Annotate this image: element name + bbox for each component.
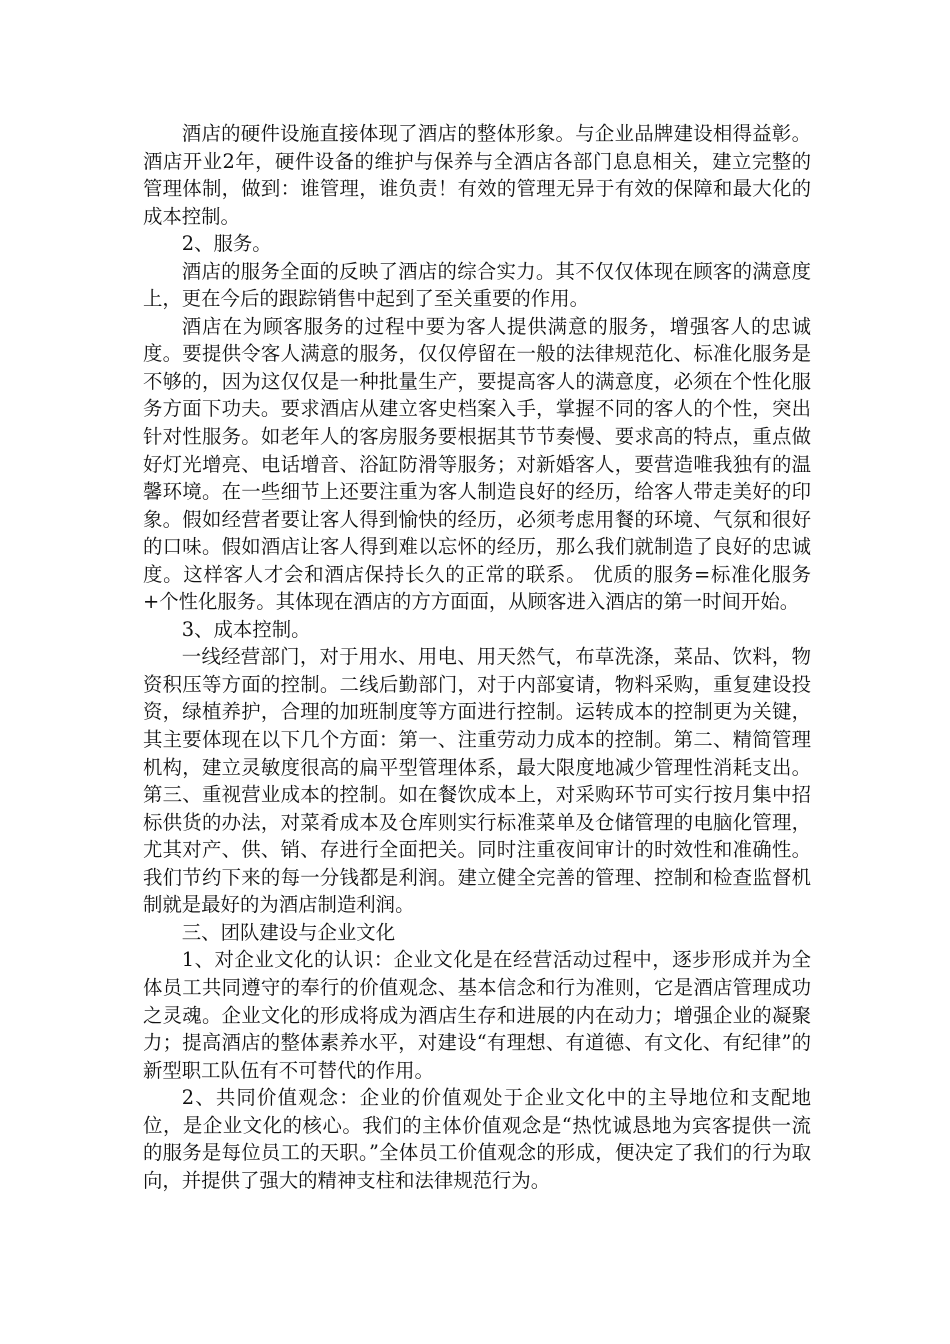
paragraph-shared-values: 2、共同价值观念：企业的价值观处于企业文化中的主导地位和支配地位，是企业文化的核心。我们的主体价值观念是“热忱诚恳地为宾客提供一流的服务是每位员工的天职。”全体员工价值观念的形成，便决定了我们的行为取向，并提供了强大的精神支柱和法律规范行为。 (143, 1086, 811, 1192)
paragraph-culture-understanding: 1、对企业文化的认识：企业文化是在经营活动过程中，逐步形成并为全体员工共同遵守的奉行的价值观念、基本信念和行为准则，它是酒店管理成功之灵魂。企业文化的形成将成为酒店生存和进展的内在动力；增强企业的凝聚力；提高酒店的整体素养水平，对建设“有理想、有道德、有文化、有纪律”的新型职工队伍有不可替代的作用。 (143, 948, 811, 1082)
document-body (143, 120, 811, 1194)
heading-team-culture: 三、团队建设与企业文化 (181, 920, 396, 944)
paragraph-service-overview: 酒店的服务全面的反映了酒店的综合实力。其不仅仅体现在顾客的满意度上，更在今后的跟踪销售中起到了至关重要的作用。 (143, 259, 811, 311)
paragraph-hardware: 酒店的硬件设施直接体现了酒店的整体形象。与企业品牌建设相得益彰。酒店开业2年，硬件设备的维护与保养与全酒店各部门息息相关，建立完整的管理体制，做到：谁管理，谁负责！有效的管理无异于有效的保障和最大化的成本控制。 (143, 122, 811, 228)
paragraph-service-detail: 酒店在为顾客服务的过程中要为客人提供满意的服务，增强客人的忠诚度。要提供令客人满意的服务，仅仅停留在一般的法律规范化、标准化服务是不够的，因为这仅仅是一种批量生产，要提高客人的满意度，必须在个性化服务方面下功夫。要求酒店从建立客史档案入手，掌握不同的客人的个性，突出针对性服务。如老年人的客房服务要根据其节节奏慢、要求高的特点，重点做好灯光增亮、电话增音、浴缸防滑等服务；对新婚客人，要营造唯我独有的温馨环境。在一些细节上还要注重为客人制造良好的经历，给客人带走美好的印象。假如经营者要让客人得到愉快的经历，必须考虑用餐的环境、气氛和很好的口味。假如酒店让客人得到难以忘怀的经历，那么我们就制造了良好的忠诚度。这样客人才会和酒店保持长久的正常的联系。 优质的服务=标准化服务+个性化服务。其体现在酒店的方方面面，从顾客进入酒店的第一时间开始。 (143, 314, 811, 614)
heading-cost-control: 3、成本控制。 (181, 617, 311, 641)
heading-service: 2、服务。 (181, 232, 272, 256)
paragraph-cost-control: 一线经营部门，对于用水、用电、用天然气，布草洗涤，菜品、饮料，物资积压等方面的控制。二线后勤部门，对于内部宴请，物料采购，重复建设投资，绿植养护，合理的加班制度等方面进行控制。运转成本的控制更为关键，其主要体现在以下几个方面：第一、注重劳动力成本的控制。第二、精简管理机构，建立灵敏度很高的扁平型管理体系，最大限度地减少管理性消耗支出。第三、重视营业成本的控制。如在餐饮成本上，对采购环节可实行按月集中招标供货的办法，对菜肴成本及仓库则实行标准菜单及仓储管理的电脑化管理，尤其对产、供、销、存进行全面把关。同时注重夜间审计的时效性和准确性。我们节约下来的每一分钱都是利润。建立健全完善的管理、控制和检查监督机制就是最好的为酒店制造利润。 (143, 645, 811, 917)
